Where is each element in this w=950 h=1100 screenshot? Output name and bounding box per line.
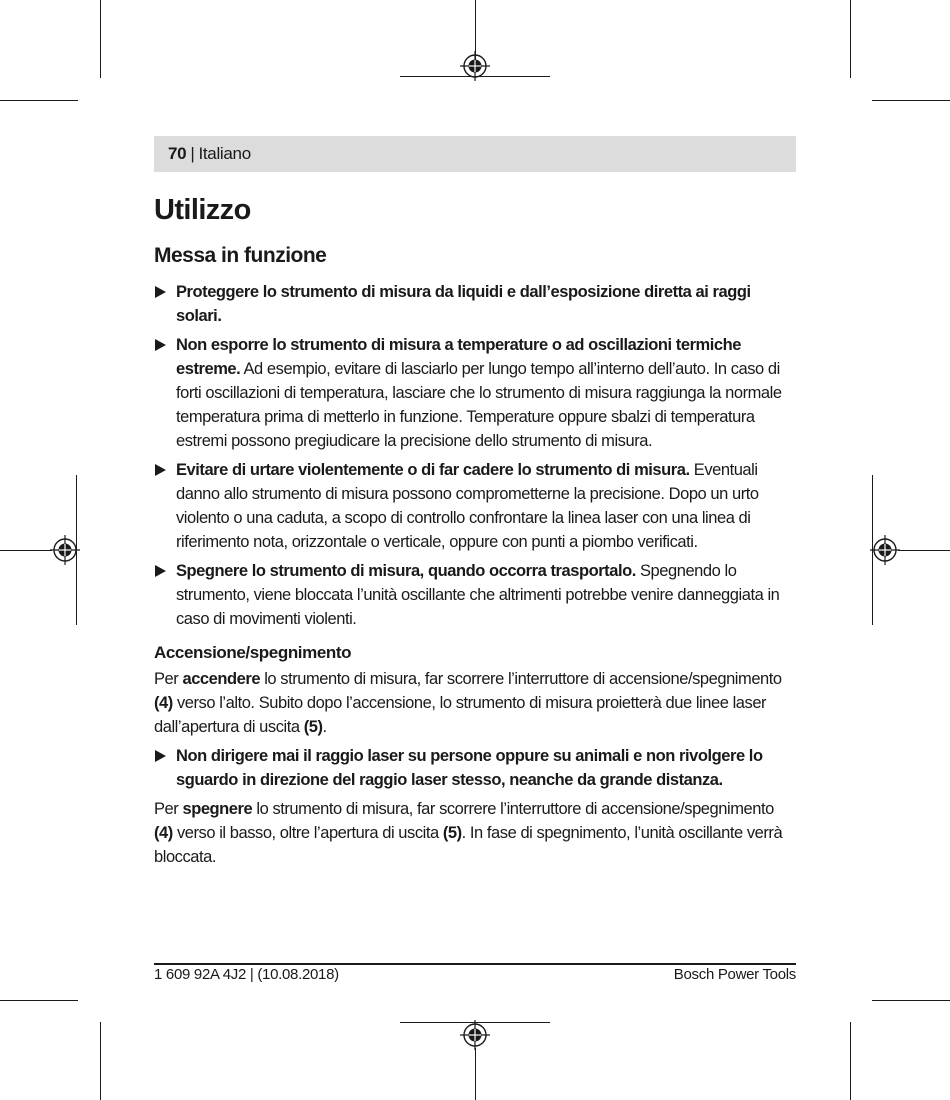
registration-mark-icon — [460, 1020, 490, 1050]
crop-mark — [850, 0, 851, 78]
warning-bullet-icon — [155, 339, 166, 351]
warning-item — [154, 280, 796, 328]
crop-mark — [0, 550, 52, 551]
warning-bullet-icon — [155, 286, 166, 298]
warning-bold-text: Non esporre lo strumento di misura a temperature o ad oscillazioni termiche estreme. — [176, 336, 741, 378]
page-content — [154, 192, 796, 874]
power-off-paragraph — [154, 797, 796, 869]
bold-run: (4) — [154, 824, 173, 842]
footer-brand: Bosch Power Tools — [673, 966, 796, 983]
warning-bold-text: Proteggere lo strumento di misura da liquidi e dall’esposizione diretta ai raggi solari. — [176, 283, 751, 325]
running-header — [154, 136, 796, 172]
crop-mark — [0, 1000, 78, 1001]
crop-mark — [872, 100, 950, 101]
bold-run: spegnere — [182, 800, 253, 818]
page-footer — [154, 966, 796, 988]
crop-mark — [0, 100, 78, 101]
crop-mark — [850, 1022, 851, 1100]
text-run: verso il basso, oltre l’apertura di uscita — [172, 824, 443, 842]
bold-run: (4) — [154, 694, 173, 712]
power-on-paragraph — [154, 667, 796, 739]
page-title: Utilizzo — [154, 194, 251, 226]
subsection-heading: Accensione/spegnimento — [154, 643, 352, 662]
header-language: Italiano — [198, 144, 251, 163]
crop-mark — [100, 1022, 101, 1100]
crop-mark — [475, 1048, 476, 1100]
warning-item — [154, 744, 796, 792]
crop-mark — [872, 1000, 950, 1001]
warning-text: Ad esempio, evitare di lasciarlo per lungo tempo all’interno dell’auto. In caso di forti oscillazioni di temperatura, lasciare che lo strumento di misura raggiunga la normale temperatura prima di metterlo in funzione. Temperature oppure sbalzi di temperatura estremi possono pregiudicare la precisione dello strumento di misura. — [176, 360, 782, 450]
warning-text: Eventuali danno allo strumento di misura possono comprometterne la precisione. Dopo un urto violento o una caduta, a scopo di controllo confrontare la linea laser con una linea di riferimento nota, orizzontale o verticale, oppure con punti a piombo verificati. — [176, 461, 759, 551]
warning-item — [154, 458, 796, 554]
warning-bullet-icon — [155, 565, 166, 577]
text-run: lo strumento di misura, far scorrere l’interruttore di accensione/spegnimento — [260, 670, 782, 688]
text-run: lo strumento di misura, far scorrere l’interruttore di accensione/spegnimento — [252, 800, 774, 818]
warning-bullet-icon — [155, 464, 166, 476]
page-number: 70 — [168, 144, 187, 163]
footer-doc-id: 1 609 92A 4J2 | (10.08.2018) — [154, 966, 339, 983]
crop-mark — [898, 550, 950, 551]
warning-bold-text: Evitare di urtare violentemente o di far cadere lo strumento di misura. — [176, 461, 690, 479]
bold-run: accendere — [182, 670, 261, 688]
registration-mark-icon — [50, 535, 80, 565]
text-run: . — [322, 718, 327, 736]
registration-mark-icon — [460, 51, 490, 81]
warning-item — [154, 333, 796, 453]
text-run: . In fase di spegnimento, l’unità oscillante verrà bloccata. — [154, 824, 783, 866]
crop-mark — [100, 0, 101, 78]
text-run: Per — [154, 670, 183, 688]
warning-item — [154, 559, 796, 631]
warning-bold-text: Non dirigere mai il raggio laser su persone oppure su animali e non rivolgere lo sguardo in direzione del raggio laser stesso, neanche da grande distanza. — [176, 747, 763, 789]
section-heading: Messa in funzione — [154, 244, 327, 267]
text-run: verso l’alto. Subito dopo l’accensione, lo strumento di misura proietterà due linee laser dall’apertura di uscita — [154, 694, 767, 736]
header-separator: | — [190, 144, 195, 163]
warning-bold-text: Spegnere lo strumento di misura, quando occorra trasportalo. — [176, 562, 636, 580]
footer-rule — [154, 963, 796, 965]
text-run: Per — [154, 800, 183, 818]
warning-text: Spegnendo lo strumento, viene bloccata l’unità oscillante che altrimenti potrebbe venire danneggiata in caso di movimenti violenti. — [176, 562, 780, 628]
bold-run: (5) — [303, 718, 323, 736]
registration-mark-icon — [870, 535, 900, 565]
bold-run: (5) — [442, 824, 462, 842]
warning-bullet-icon — [155, 750, 166, 762]
